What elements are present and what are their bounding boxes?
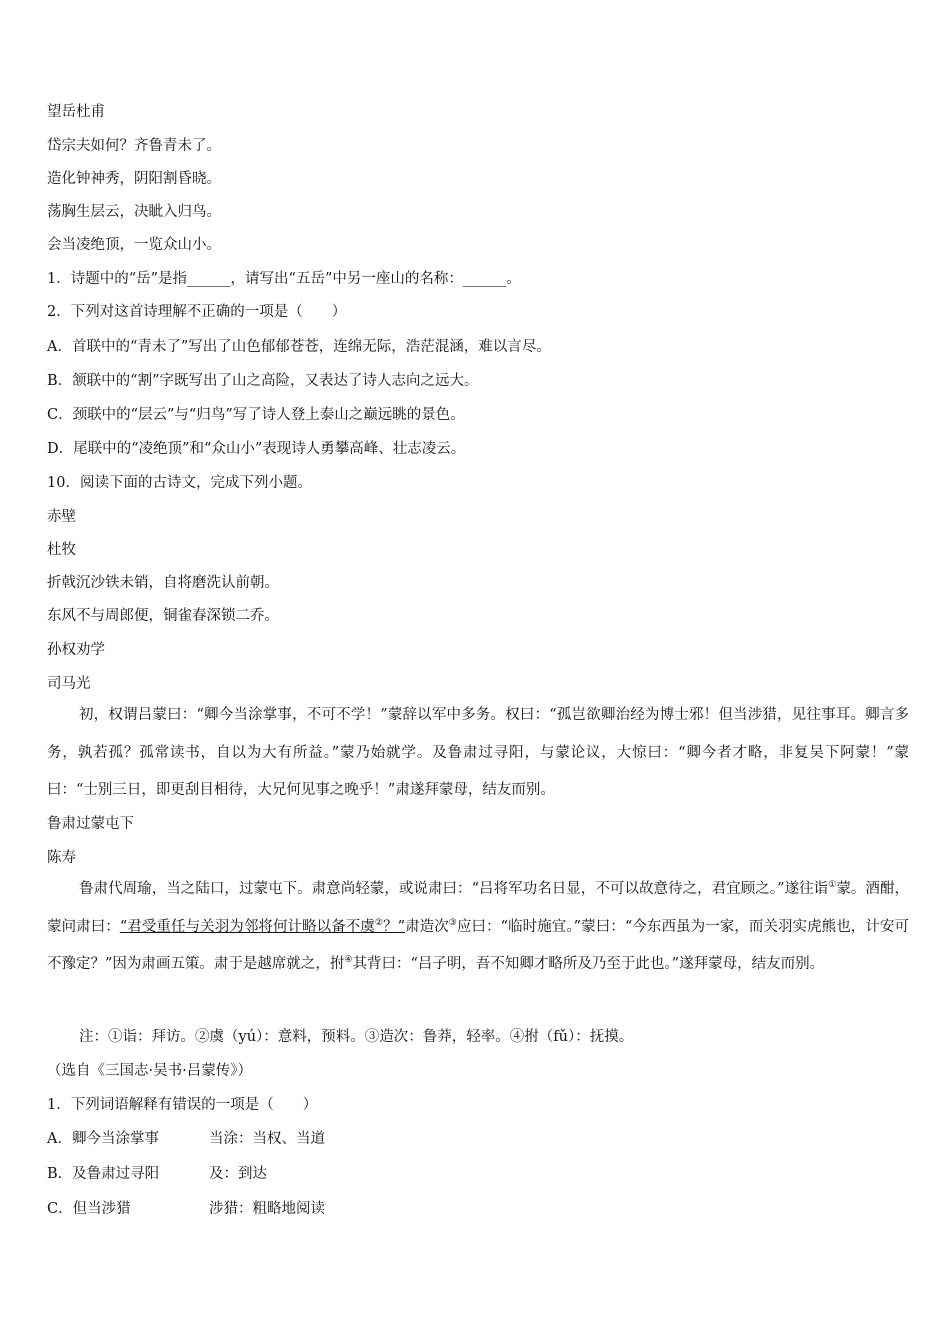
text2-body: 鲁肃代周瑜，当之陆口，过蒙屯下。肃意尚轻蒙，或说肃曰：“吕将军功名日显，不可以故意待之，君宜顾之。”遂往诣①蒙。酒酣，蒙问肃曰：“君受重任与关羽为邻将何计略以备不虞②？”肃造次③应曰：“临时施宜。”蒙曰：“今东西虽为一家，而关羽实虎熊也，计安可不豫定？”因为肃画五策。肃于是越席就之，拊④其背曰：“吕子明，吾不知卿才略所及乃至于此也。”遂拜蒙母，结友而别。 [47, 880, 909, 972]
poem2-title: 赤壁 [47, 509, 76, 525]
poem-line: 会当凌绝顶，一览众山小。 [47, 237, 221, 253]
underlined-sentence: “君受重任与关羽为邻将何计略以备不虞②？” [119, 917, 406, 935]
option-d: D．尾联中的“凌绝顶”和“众山小”表现诗人勇攀高峰、壮志凌云。 [47, 441, 466, 457]
question-2-stem: 2．下列对这首诗理解不正确的一项是（ ） [47, 304, 347, 320]
option-b: B．颔联中的“割”字既写出了山之高险，又表达了诗人志向之远大。 [47, 373, 479, 389]
vocab-option-b: B．及鲁肃过寻阳 及：到达 [47, 1166, 267, 1182]
note-marker: ④ [344, 955, 353, 966]
note-marker: ② [374, 917, 384, 928]
poem2-line: 东风不与周郎便，铜雀春深锁二乔。 [47, 608, 279, 624]
note-marker: ③ [448, 917, 457, 928]
poem2-author: 杜牧 [47, 542, 76, 558]
option-a: A．首联中的“青未了”写出了山色郁郁苍苍，连绵无际，浩茫混涵，难以言尽。 [47, 339, 551, 355]
poem-line: 岱宗夫如何？齐鲁青未了。 [47, 138, 221, 154]
question-10: 10．阅读下面的古诗文，完成下列小题。 [47, 475, 312, 491]
text2-author: 陈寿 [47, 850, 76, 866]
text1-author: 司马光 [47, 676, 91, 692]
text2-title: 鲁肃过蒙屯下 [47, 816, 134, 832]
vocab-option-c: C．但当涉猎 涉猎：粗略地阅读 [47, 1201, 325, 1217]
poem-line: 荡胸生层云，决眦入归鸟。 [47, 204, 221, 220]
source-citation: （选自《三国志·吴书·吕蒙传》） [47, 1063, 252, 1079]
question-1: 1．诗题中的“岳”是指______，请写出“五岳”中另一座山的名称：______。 [47, 271, 521, 287]
poem-line: 造化钟神秀，阴阳割昏晓。 [47, 171, 221, 187]
note-marker: ① [828, 880, 837, 891]
question-11-stem: 1．下列词语解释有错误的一项是（ ） [47, 1097, 318, 1113]
poem2-line: 折戟沉沙铁未销，自将磨洗认前朝。 [47, 575, 279, 591]
text1-title: 孙权劝学 [47, 642, 105, 658]
vocab-option-a: A．卿今当涂掌事 当涂：当权、当道 [47, 1131, 325, 1147]
option-c: C．颈联中的“层云”与“归鸟”写了诗人登上泰山之巅远眺的景色。 [47, 407, 465, 423]
poem-title: 望岳杜甫 [47, 104, 105, 120]
annotation-note: 注：①诣：拜访。②虞（yú）：意料，预料。③造次：鲁莽，轻率。④拊（fǔ）：抚摸。 [79, 1029, 634, 1045]
text1-body: 初，权谓吕蒙曰：“卿今当涂掌事，不可不学！”蒙辞以军中多务。权曰：“孤岂欲卿治经为博士邪！但当涉猎，见往事耳。卿言多务，孰若孤？孤常读书，自以为大有所益。”蒙乃始就学。及鲁肃过寻阳，与蒙论议，大惊曰：“卿今者才略，非复吴下阿蒙！”蒙曰：“士别三日，即更刮目相待，大兄何见事之晚乎！”肃遂拜蒙母，结友而别。 [47, 707, 909, 798]
